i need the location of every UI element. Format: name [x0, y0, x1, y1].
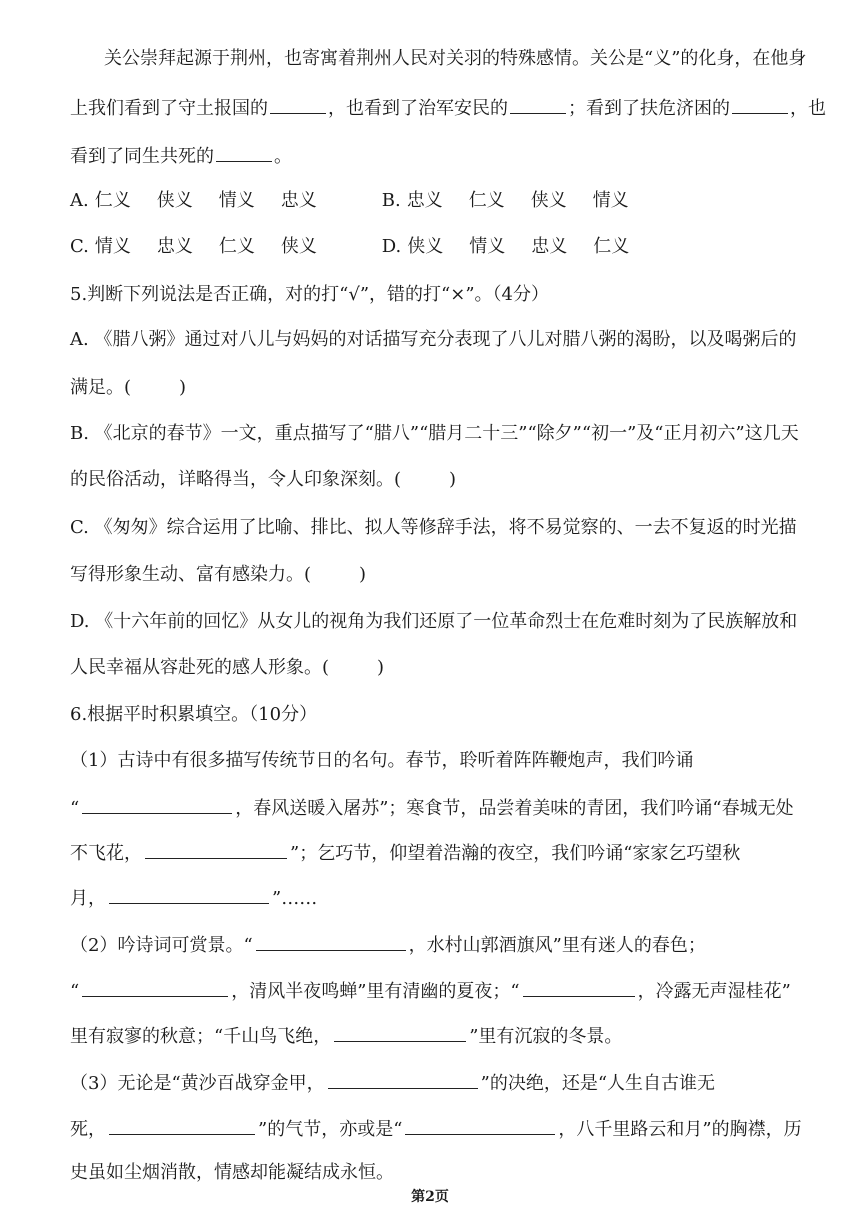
option-item: 忠义	[280, 190, 317, 211]
option-item: 侠义	[280, 236, 317, 257]
paren-close: )	[377, 657, 385, 678]
option-letter: C.	[70, 236, 89, 257]
q5-b-line-1	[70, 421, 800, 447]
page-number: 第2页	[411, 1189, 449, 1205]
option-item: 情义	[469, 236, 506, 257]
q5-d-line-2	[70, 655, 800, 681]
prompt-text: ”的气节，亦或是“	[258, 1119, 403, 1140]
option-b[interactable]	[382, 188, 688, 214]
passage-text: 上我们看到了守土报国的	[70, 98, 268, 119]
passage-text: ，也看到了治军安民的	[328, 98, 508, 119]
option-c[interactable]	[70, 234, 376, 260]
answer-blank[interactable]	[732, 95, 788, 114]
answer-blank[interactable]	[523, 978, 635, 997]
prompt-text: 不飞花，	[70, 843, 142, 864]
option-item: 侠义	[530, 190, 567, 211]
passage-line-1	[104, 46, 834, 72]
prompt-text: 月，	[70, 888, 106, 909]
q6-p1-line-3	[70, 840, 800, 867]
prompt-text: ，水村山郭酒旗风”里有迷人的春色；	[408, 935, 706, 956]
answer-blank[interactable]	[109, 1116, 255, 1135]
answer-blank[interactable]	[510, 95, 566, 114]
q5-c-line-1	[70, 515, 800, 541]
prompt-text: ”；乞巧节，仰望着浩瀚的夜空，我们吟诵“家家乞巧望秋	[290, 843, 741, 864]
passage-text: 看到了同生共死的	[70, 146, 214, 167]
prompt-text: ，八千里路云和月”的胸襟，历	[558, 1119, 802, 1140]
option-item: 忠义	[156, 236, 193, 257]
paren-close: )	[179, 377, 187, 398]
paren-close: )	[359, 564, 367, 585]
question-6-title	[70, 702, 800, 728]
option-item: 情义	[592, 190, 629, 211]
q6-p1-line-4	[70, 885, 800, 912]
statement-text: C. 《匆匆》综合运用了比喻、排比、拟人等修辞手法，将不易觉察的、一去不复返的时光描	[70, 517, 797, 538]
option-item: 情义	[94, 236, 131, 257]
statement-text: 写得形象生动、富有感染力。(	[70, 564, 312, 585]
q6-p3-line-3	[70, 1160, 800, 1186]
answer-blank[interactable]	[334, 1023, 466, 1042]
passage-line-2	[70, 95, 826, 122]
statement-text: 的民俗活动，详略得当，令人印象深刻。(	[70, 469, 402, 490]
prompt-text: （2）吟诗词可赏景。“	[70, 935, 253, 956]
prompt-text: ，清风半夜鸣蝉”里有清幽的夏夜；“	[231, 981, 520, 1002]
option-letter: D.	[381, 236, 402, 257]
q6-p2-line-3	[70, 1023, 800, 1050]
q5-a-line-2	[70, 375, 800, 401]
prompt-text: （1）古诗中有很多描写传统节日的名句。春节，聆听着阵阵鞭炮声，我们吟诵	[70, 750, 694, 771]
q5-a-line-1	[70, 327, 800, 353]
answer-blank[interactable]	[405, 1116, 555, 1135]
question-title: 5.判断下列说法是否正确，对的打“√”，错的打“×”。（4分）	[70, 284, 549, 305]
statement-text: 人民幸福从容赴死的感人形象。(	[70, 657, 330, 678]
option-item: 仁义	[218, 236, 255, 257]
answer-blank[interactable]	[270, 95, 326, 114]
q6-p3-line-1	[70, 1070, 800, 1097]
prompt-text: 史虽如尘烟消散，情感却能凝结成永恒。	[70, 1162, 394, 1183]
prompt-text: ，春风送暖入屠苏”；寒食节，品尝着美味的青团，我们吟诵“春城无处	[235, 798, 794, 819]
options-row-ab	[70, 188, 800, 214]
q6-p2-line-2	[70, 978, 800, 1005]
answer-blank[interactable]	[82, 795, 232, 814]
option-d[interactable]	[382, 234, 688, 260]
option-letter: A.	[70, 190, 89, 211]
q6-p2-line-1	[70, 932, 800, 959]
question-5-title	[70, 282, 800, 308]
prompt-text: ，冷露无声湿桂花”	[637, 981, 791, 1002]
passage-text: ，也	[790, 98, 826, 119]
paren-close: )	[449, 469, 457, 490]
statement-text: 满足。(	[70, 377, 132, 398]
option-item: 仁义	[468, 190, 505, 211]
prompt-text: （3）无论是“黄沙百战穿金甲，	[70, 1073, 325, 1094]
answer-blank[interactable]	[216, 143, 272, 162]
q5-d-line-1	[70, 609, 800, 635]
option-letter: B.	[381, 190, 401, 211]
answer-blank[interactable]	[328, 1070, 478, 1089]
options-row-cd	[70, 234, 800, 260]
prompt-text: “	[70, 981, 80, 1002]
q5-c-line-2	[70, 562, 800, 588]
statement-text: D. 《十六年前的回忆》从女儿的视角为我们还原了一位革命烈士在危难时刻为了民族解放和	[70, 611, 798, 632]
option-a[interactable]	[70, 188, 376, 214]
q6-p1-line-2	[70, 795, 800, 822]
prompt-text: ”的决绝，还是“人生自古谁无	[480, 1073, 716, 1094]
option-item: 忠义	[531, 236, 568, 257]
passage-text: 关公崇拜起源于荆州，也寄寓着荆州人民对关羽的特殊感情。关公是“义”的化身，在他身	[104, 48, 807, 69]
passage-text: 。	[274, 146, 292, 167]
answer-blank[interactable]	[109, 885, 269, 904]
option-item: 侠义	[156, 190, 193, 211]
passage-line-3	[70, 143, 800, 170]
q6-p3-line-2	[70, 1116, 800, 1143]
prompt-text: ”里有沉寂的冬景。	[469, 1026, 623, 1047]
answer-blank[interactable]	[82, 978, 228, 997]
q5-b-line-2	[70, 467, 800, 493]
option-item: 仁义	[94, 190, 131, 211]
answer-blank[interactable]	[145, 840, 287, 859]
option-item: 仁义	[593, 236, 630, 257]
answer-blank[interactable]	[256, 932, 406, 951]
option-item: 侠义	[407, 236, 444, 257]
prompt-text: 死，	[70, 1119, 106, 1140]
passage-text: ；看到了扶危济困的	[568, 98, 730, 119]
statement-text: A. 《腊八粥》通过对八儿与妈妈的对话描写充分表现了八儿对腊八粥的渴盼，以及喝粥后的	[70, 329, 797, 350]
option-item: 忠义	[406, 190, 443, 211]
prompt-text: “	[70, 798, 80, 819]
question-title: 6.根据平时积累填空。（10分）	[70, 704, 318, 725]
option-item: 情义	[218, 190, 255, 211]
prompt-text: ”……	[272, 888, 318, 909]
prompt-text: 里有寂寥的秋意；“千山鸟飞绝，	[70, 1026, 332, 1047]
q6-p1-line-1	[70, 748, 800, 774]
statement-text: B. 《北京的春节》一文，重点描写了“腊八”“腊月二十三”“除夕”“初一”及“正月初六”这几天	[70, 423, 799, 444]
